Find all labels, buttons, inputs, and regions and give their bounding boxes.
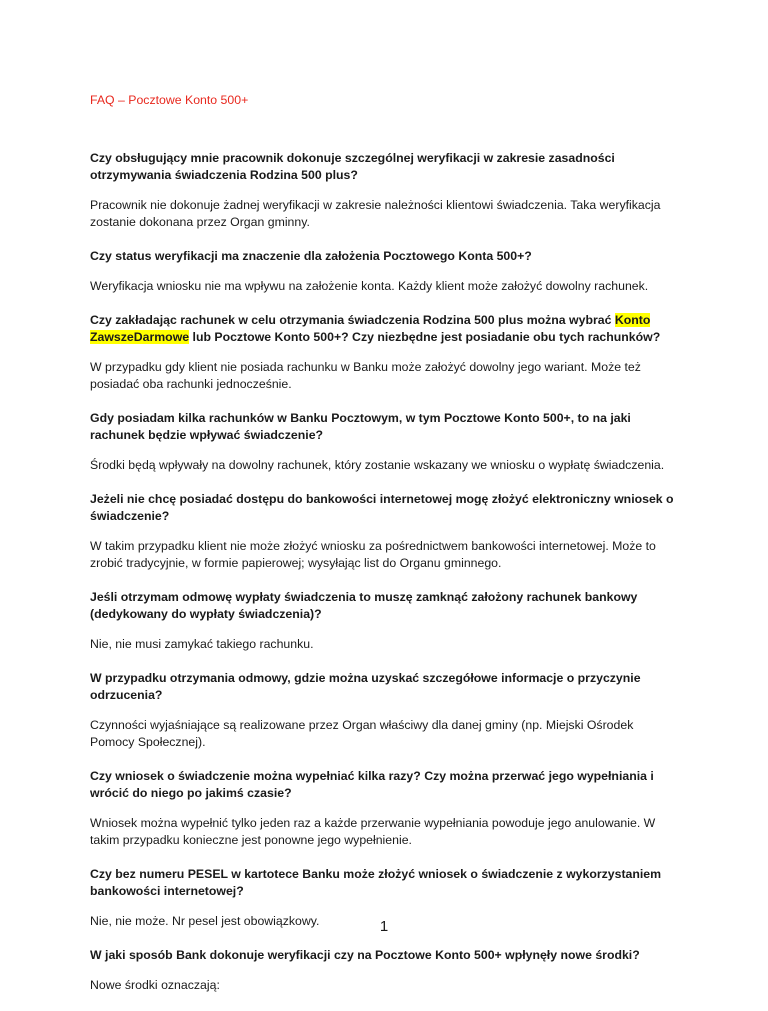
faq-answer-9: Nie, nie może. Nr pesel jest obowiązkowy. <box>90 914 320 928</box>
faq-answer-4: Środki będą wpływały na dowolny rachunek, który zostanie wskazany we wniosku o wypłatę świadczenia. <box>90 458 665 472</box>
faq-answer-8: Wniosek można wypełnić tylko jeden raz a każde przerwanie wypełniania powoduje jego anulowanie. W takim przypadku konieczne jest ponowne jego wypełnienie. <box>90 816 656 847</box>
faq-question-7: W przypadku otrzymania odmowy, gdzie można uzyskać szczegółowe informacje o przyczynie odrzucenia? <box>90 671 641 702</box>
faq-answer-5: W takim przypadku klient nie może złożyć wniosku za pośrednictwem bankowości internetowej. Może to zrobić tradycyjnie, w formie papierowej; wysyłając list do Organu gminnego. <box>90 539 656 570</box>
page-number: 1 <box>379 918 389 935</box>
faq-question-5: Jeżeli nie chcę posiadać dostępu do bankowości internetowej mogę złożyć elektroniczny wniosek o świadczenie? <box>90 492 674 523</box>
faq-question-4: Gdy posiadam kilka rachunków w Banku Pocztowym, w tym Pocztowe Konto 500+, to na jaki rachunek będzie wpływać świadczenie? <box>90 411 631 442</box>
faq-answer-10: Nowe środki oznaczają: <box>90 978 220 992</box>
faq-question-10: W jaki sposób Bank dokonuje weryfikacji czy na Pocztowe Konto 500+ wpłynęły nowe środki? <box>90 948 640 962</box>
faq-question-9: Czy bez numeru PESEL w kartotece Banku może złożyć wniosek o świadczenie z wykorzystaniem bankowości internetowej? <box>90 867 662 898</box>
faq-answer-3: W przypadku gdy klient nie posiada rachunku w Banku może założyć dowolny jego wariant. Może też posiadać oba rachunki jednocześnie. <box>90 360 641 391</box>
faq-answer-6: Nie, nie musi zamykać takiego rachunku. <box>90 637 314 651</box>
faq-question-8: Czy wniosek o świadczenie można wypełniać kilka razy? Czy można przerwać jego wypełniania i wrócić do niego po jakimś czasie? <box>90 769 654 800</box>
document-body <box>90 92 680 1011</box>
faq-answer-2: Weryfikacja wniosku nie ma wpływu na założenie konta. Każdy klient może założyć dowolny rachunek. <box>90 279 649 293</box>
faq-answer-1: Pracownik nie dokonuje żadnej weryfikacji w zakresie należności klientowi świadczenia. Taka weryfikacja zostanie dokonana przez Organ gminny. <box>90 198 661 229</box>
faq-question-6: Jeśli otrzymam odmowę wypłaty świadczenia to muszę zamknąć założony rachunek bankowy (dedykowany do wypłaty świadczenia)? <box>90 590 638 621</box>
faq-question-3 <box>90 312 680 346</box>
faq-question-3-part-1: Czy zakładając rachunek w celu otrzymania świadczenia Rodzina 500 plus można wybrać <box>90 313 615 327</box>
faq-answer-7: Czynności wyjaśniające są realizowane przez Organ właściwy dla danej gminy (np. Miejski Ośrodek Pomocy Społecznej). <box>90 718 634 749</box>
document-title: FAQ – Pocztowe Konto 500+ <box>90 93 249 107</box>
faq-question-2: Czy status weryfikacji ma znaczenie dla założenia Pocztowego Konta 500+? <box>90 249 532 263</box>
faq-question-3-part-2: lub Pocztowe Konto 500+? Czy niezbędne jest posiadanie obu tych rachunków? <box>189 330 661 344</box>
faq-question-1: Czy obsługujący mnie pracownik dokonuje szczególnej weryfikacji w zakresie zasadności otrzymywania świadczenia Rodzina 500 plus? <box>90 151 615 182</box>
highlighted-text: Konto ZawszeDarmowe <box>90 313 651 344</box>
